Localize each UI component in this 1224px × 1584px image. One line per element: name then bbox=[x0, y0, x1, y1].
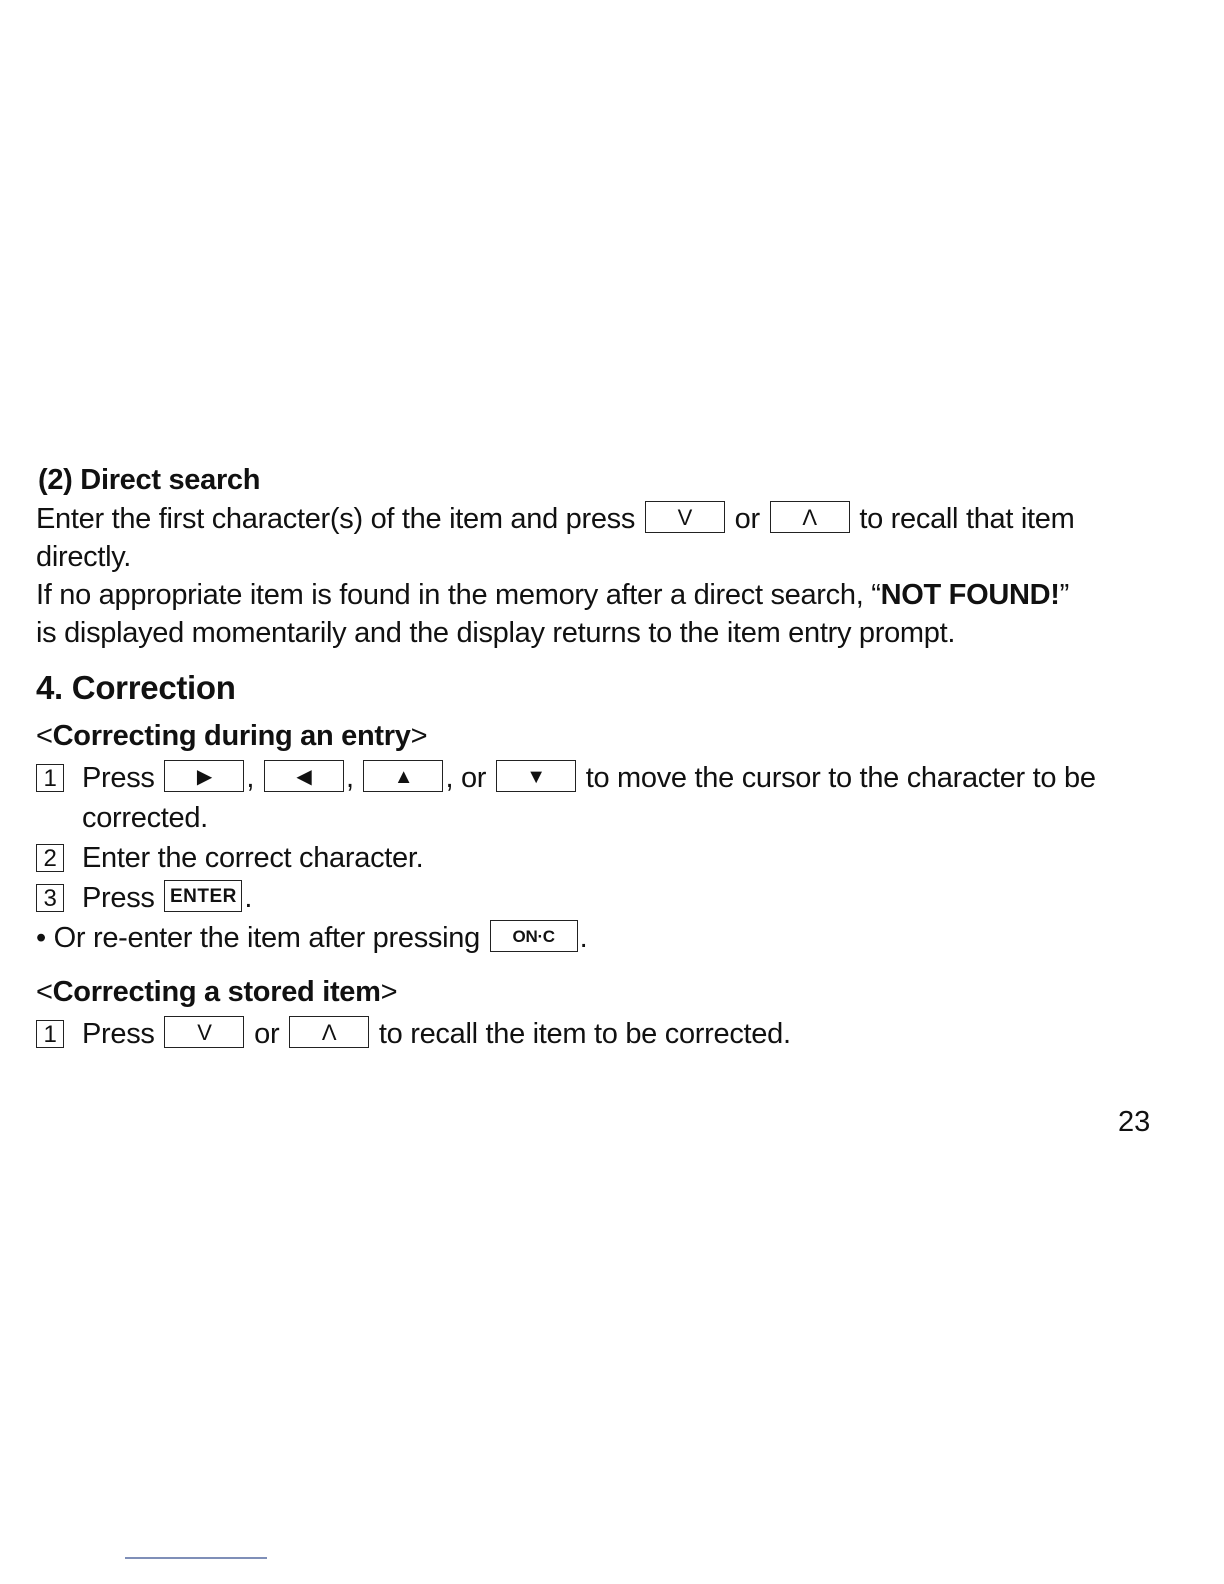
or-text: or bbox=[254, 1018, 280, 1050]
angle-close: > bbox=[410, 720, 428, 752]
onc-key: ON·C bbox=[490, 920, 578, 952]
direct-search-paragraph-1 bbox=[36, 500, 1166, 576]
bullet-text: • Or re-enter the item after pressing bbox=[36, 922, 480, 954]
not-found-text: NOT FOUND! bbox=[880, 579, 1060, 611]
p1-line2: directly. bbox=[36, 541, 132, 573]
subsection-title: Correcting during an entry bbox=[52, 720, 411, 752]
section-heading-correction: 4. Correction bbox=[36, 669, 236, 706]
p1-text-after: to recall that item bbox=[859, 503, 1075, 535]
step1-line2: corrected. bbox=[82, 802, 208, 834]
direct-search-paragraph-2 bbox=[36, 576, 1166, 652]
direct-search-heading: (2) Direct search bbox=[38, 464, 261, 496]
scan-underline-mark bbox=[125, 1557, 267, 1559]
subsection-title: Correcting a stored item bbox=[52, 976, 381, 1008]
comma: , bbox=[345, 762, 354, 794]
comma: , bbox=[246, 762, 255, 794]
step-number: 1 bbox=[36, 1020, 64, 1048]
comma-or: , or bbox=[445, 762, 487, 794]
angle-open: < bbox=[36, 720, 53, 752]
stored-step1-after: to recall the item to be corrected. bbox=[378, 1018, 791, 1050]
subsection-stored-item bbox=[36, 970, 1166, 1014]
step-1-stored-item bbox=[36, 1014, 1166, 1054]
step1-after-text: to move the cursor to the character to be bbox=[585, 762, 1096, 794]
or-text: or bbox=[734, 503, 760, 535]
p1-text-before: Enter the first character(s) of the item and press bbox=[36, 503, 636, 535]
press-text: Press bbox=[82, 762, 155, 794]
manual-page bbox=[36, 460, 1166, 1054]
period: . bbox=[579, 922, 588, 954]
down-key: V bbox=[645, 501, 725, 533]
left-arrow-key: ◀ bbox=[264, 760, 344, 792]
up-key: Λ bbox=[770, 501, 850, 533]
enter-key: ENTER bbox=[164, 880, 242, 912]
p2-text-before: If no appropriate item is found in the memory after a direct search, “ bbox=[36, 579, 881, 611]
p2-line2: is displayed momentarily and the display returns to the item entry prompt. bbox=[36, 617, 956, 649]
step-number: 1 bbox=[36, 764, 64, 792]
p2-quote-close: ” bbox=[1059, 579, 1069, 611]
press-text: Press bbox=[82, 882, 155, 914]
angle-open: < bbox=[36, 976, 53, 1008]
down-key: V bbox=[164, 1016, 244, 1048]
step-number: 2 bbox=[36, 844, 64, 872]
right-arrow-key: ▶ bbox=[164, 760, 244, 792]
up-arrow-key: ▲ bbox=[363, 760, 443, 792]
step-2-during-entry bbox=[36, 838, 1166, 878]
up-key: Λ bbox=[289, 1016, 369, 1048]
subsection-during-entry bbox=[36, 714, 1166, 758]
down-arrow-key: ▼ bbox=[496, 760, 576, 792]
page-number: 23 bbox=[1118, 1106, 1151, 1138]
bullet-re-enter bbox=[36, 918, 1166, 958]
press-text: Press bbox=[82, 1018, 155, 1050]
step-number: 3 bbox=[36, 884, 64, 912]
step2-text: Enter the correct character. bbox=[82, 842, 424, 874]
step-3-during-entry bbox=[36, 878, 1166, 918]
period: . bbox=[244, 882, 253, 914]
step-1-during-entry bbox=[36, 758, 1166, 838]
angle-close: > bbox=[380, 976, 398, 1008]
